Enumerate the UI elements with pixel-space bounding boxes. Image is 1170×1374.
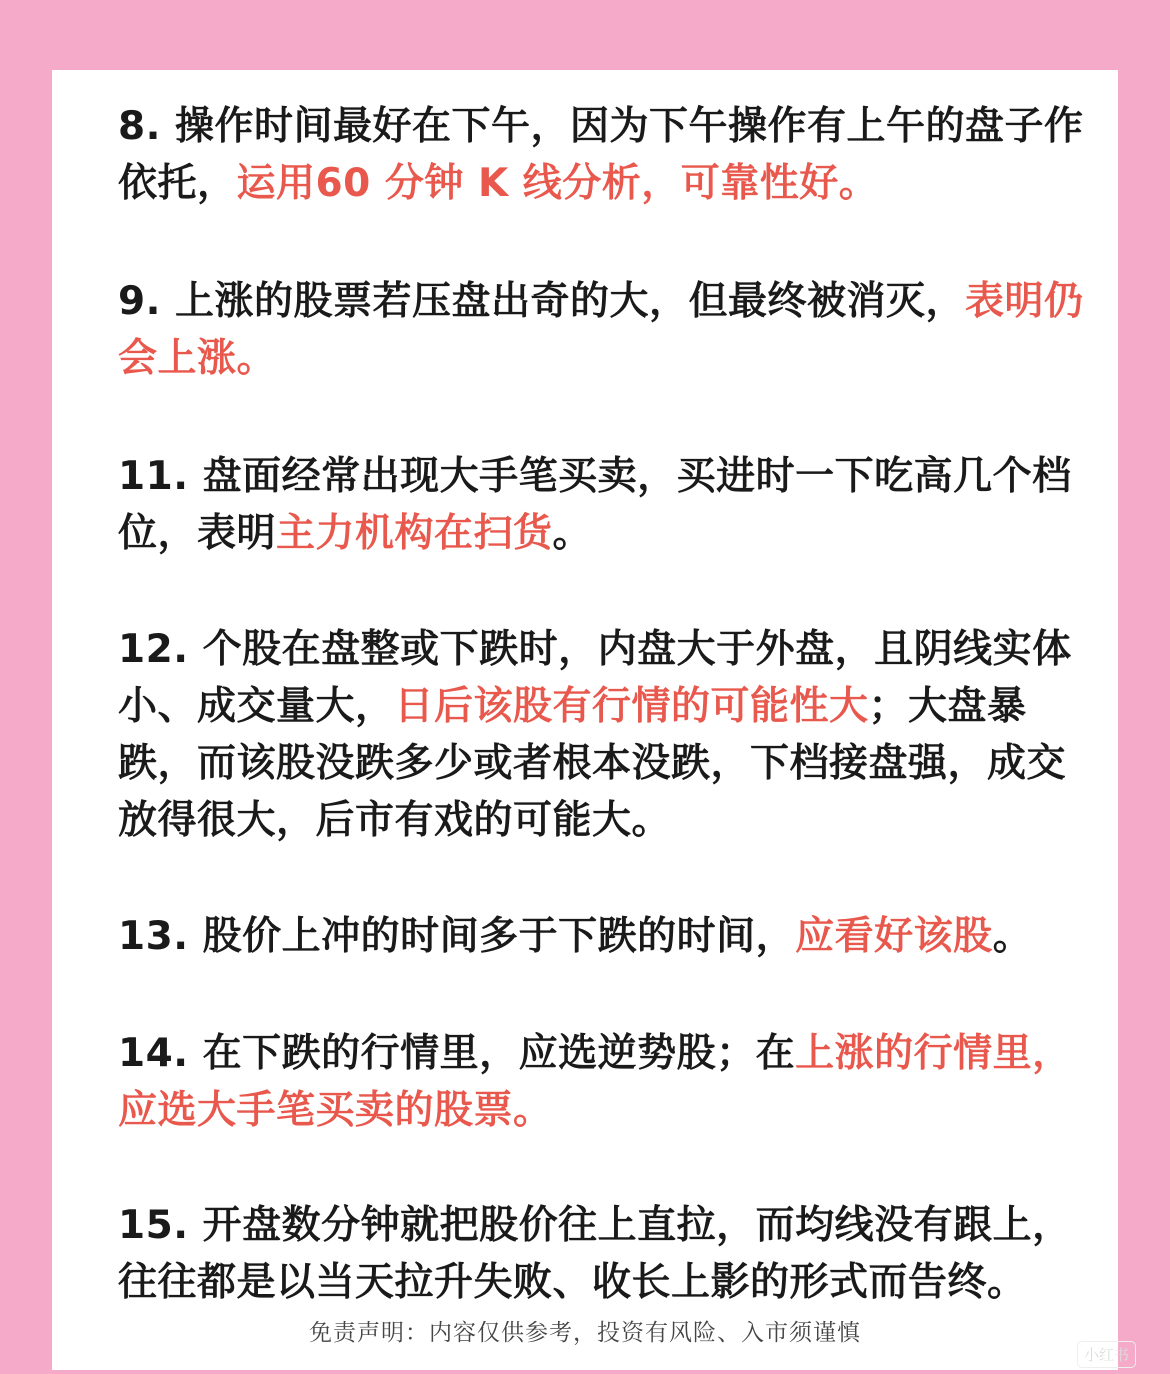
tip-12 [118, 621, 1098, 849]
watermark-logo: 小红书 [1077, 1341, 1136, 1368]
tip-12-text: 12. 个股在盘整或下跌时，内盘大于外盘，且阴线实体小、成交量大， [118, 627, 1072, 729]
tip-12-highlight: 日后该股有行情的可能性大 [394, 684, 869, 729]
tip-8-text: 8. 操作时间最好在下午，因为下午操作有上午的盘子作依托， [118, 104, 1084, 206]
tip-15-text: 15. 开盘数分钟就把股价往上直拉，而均线没有跟上，往往都是以当天拉升失败、收长上影的形式而告终。 [118, 1203, 1072, 1305]
tip-15 [118, 1197, 1098, 1311]
tip-14-text: 14. 在下跌的行情里，应选逆势股；在 [118, 1031, 796, 1076]
tip-12-tail: ；大盘暴跌，而该股没跌多少或者根本没跌，下档接盘强，成交放得很大，后市有戏的可能大。 [118, 684, 1067, 843]
tip-11-tail: 。 [552, 511, 593, 556]
tip-9 [118, 273, 1098, 387]
content-card [52, 70, 1118, 1370]
tip-9-text: 9. 上涨的股票若压盘出奇的大，但最终被消灭， [118, 279, 966, 324]
tip-8 [118, 98, 1098, 212]
tip-9-highlight: 表明仍会上涨。 [118, 279, 1084, 381]
tip-11-highlight: 主力机构在扫货 [276, 511, 553, 556]
tip-8-highlight: 运用60 分钟 K 线分析，可靠性好。 [236, 161, 879, 206]
tip-13 [118, 908, 1098, 965]
tip-13-text: 13. 股价上冲的时间多于下跌的时间， [118, 914, 796, 959]
disclaimer: 免责声明：内容仅供参考，投资有风险、入市须谨慎 [309, 1320, 861, 1346]
tip-14 [118, 1025, 1098, 1139]
tip-14-highlight: 上涨的行情里，应选大手笔买卖的股票。 [118, 1031, 1072, 1133]
tip-13-tail: 。 [992, 914, 1033, 959]
tip-11 [118, 448, 1098, 562]
tip-11-text: 11. 盘面经常出现大手笔买卖，买进时一下吃高几个档位，表明 [118, 454, 1072, 556]
tip-13-highlight: 应看好该股 [795, 914, 993, 959]
